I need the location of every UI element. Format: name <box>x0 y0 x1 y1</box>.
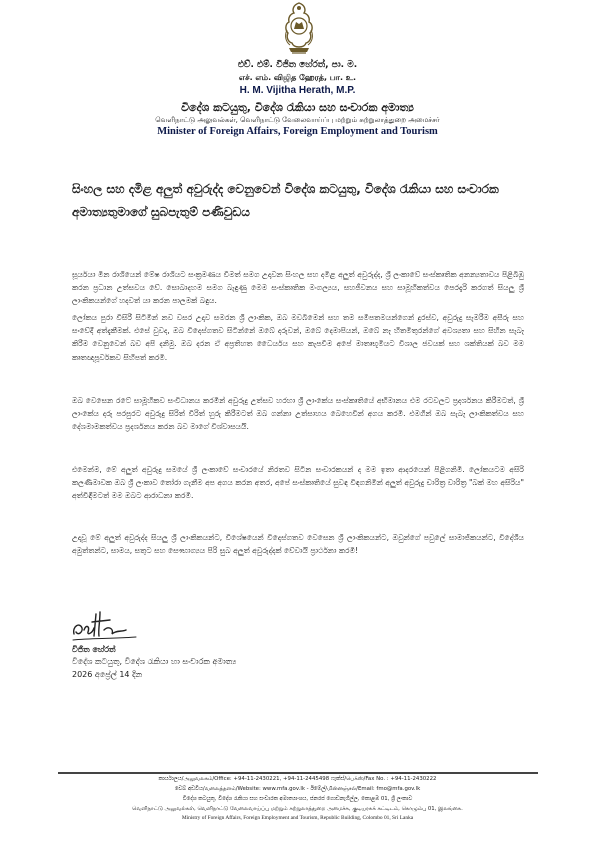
sri-lanka-emblem-icon <box>282 2 316 58</box>
minister-name-tamil: எச். எம். விஜித ஹேரத், பா. உ. <box>238 73 357 82</box>
letter-title: සිංහල සහ දමිළ අලුත් අවුරුද්ද වෙනුවෙන් විදේශ කටයුතු, විදේශ රැකියා සහ සංචාරක අමාත්‍යතුමාගේ සුබපැතුම් පණිවුඩය <box>72 182 499 219</box>
letter-paragraph: සූර්යයා මීන රාශියෙන් මේෂ රාශියට සංක්‍රමණය වීමත් සමග උදාවන සිංහල සහ දමිළ අලුත් අවුරුද්ද, ශ්‍රී ලංකාවේ සංස්කෘතික අනන්‍යතාවය පිළිබිඹු කරන ප්‍රධාන උත්සවය වේ. සොබාදහම සමග බැඳුණු මෙම සංස්කෘතික මංගල්‍යය, සහජීවනය සහ සාමූහිකත්වය පෙරදැරි කරගත් සියලු ශ්‍රී ලාංකිකයන්ගේ හදවත් යා කරන පාලමක් බඳුය. <box>72 270 524 306</box>
footer-contact-web: වෙබ් අඩවිය/வலைத்தளம்/Website: www.mfa.gov.lk - ඊමේල්/மின்னஞ்சல்/Email: fmo@mfa.gov.lk <box>174 786 421 792</box>
footer-divider <box>58 772 538 774</box>
letter-date: 2026 අප්‍රේල් 14 දින <box>72 670 143 679</box>
minister-title-english: Minister of Foreign Affairs, Foreign Employment and Tourism <box>157 126 438 137</box>
signatory-title: විදේශ කටයුතු, විදේශ රැකියා හා සංචාරක අමාත්‍ය <box>72 657 237 666</box>
letter-paragraph: එමෙන්ම, මේ අලුත් අවුරුදු සමයේ ශ්‍රී ලංකාවේ සංචාරයේ නිරතව සිටින සංචාරකයන් ද මම ඉතා ආදරයෙන් පිළිගනිමි. ලෝකයටම අසිරි කලණිමාවක ඔබ ශ්‍රී ලංකාව තෝරා ගැනීම අප අගය කරන අතර, අපේ සංස්කෘතියේ සුවඳ විඳගනිමින් අලුත් අවුරුදු චාරිත්‍ර වාරිත්‍ර "බක් මහ අසිරිය" අත්විඳීමටත් මම ඔබට ආරාධනා කරමි. <box>72 465 524 501</box>
handwritten-signature <box>70 604 140 644</box>
footer-contact-phone: කාර්යාලය/அலுவலகம்/Office: +94-11-2430221, +94-11-2445498 ෆැක්ස්/பெக்ஸ்/Fax No. : +94-11-2430222 <box>158 776 437 782</box>
minister-name-sinhala: එච්. එම්. විජිත හේරත්, පා. ම. <box>237 60 358 70</box>
minister-title-sinhala: විදේශ කටයුතු, විදේශ රැකියා සහ සංචාරක අමාත්‍ය <box>181 101 414 114</box>
letter-paragraph: උදාවූ මේ අලුත් අවුරුද්ද සියලු ශ්‍රී ලාංකිකයන්ට, විශේෂයෙන් විදෙස්ගතව වෙසෙන ශ්‍රී ලාංකිකයන්ට, ඔවුන්ගේ පවුලේ සාමාජිකයන්ට, විදේශීය අමුත්තන්ට, සාමය, සතුට සහ සෞභාග්‍යය පිරි සුබ අලුත් අවුරුද්දක් වේවායි ප්‍රාර්ථනා කරමි! <box>72 533 524 556</box>
signatory-name: විජිත හේරත් <box>72 645 116 654</box>
letter-paragraph: ඔබ වෙසෙන රටේ සාමූහිකව සංවිධානය කරමින් අවුරුදු උත්සව හරහා ශ්‍රී ලාංකේය සංස්කෘතියේ අභිමානය එම රටවලට ප්‍රදර්ශනය කිරීමටත්, ශ්‍රී ලාංකේය දරු පරපුරට අවුරුදු සිරිත් විරිත් හුරු කිරීමටත් ඔබ ගන්නා උත්සාහය බෙහෙවින් අගය කරමි. එමගින් ඔබ සැබෑ ලාංකිකත්වය සහ දේශමාමකත්වය ප්‍රදර්ශනය කරන බව මාගේ විශ්වාසයයි. <box>72 396 524 432</box>
footer-address-tamil: வெளிநாட்டு அலுவல்கள், வெளிநாட்டு வேலைவாய்ப்பு மற்றும் சுற்றுலாத்துறை அமைச்சு, குடியரசுக் கட்டிடம், கொழும்பு 01, இலங்கை. <box>132 806 463 812</box>
minister-name-english: H. M. Vijitha Herath, M.P. <box>239 85 356 96</box>
letter-paragraph: ලෝකය පුරා විසිරී සිටිමින් නව වසර උදාව සමරන ශ්‍රී ලාංකික, ඔබ මවබිමෙන් සහ තම සමීපතමයන්ගෙන් දුරස්ව, අවුරුදු සැමරීම අසීරු සහ සංවේදී අත්දැකීමක්. එසේ වුවද, ඔබ විදෙස්ගතව සිටින්නේ ඔබේ දරුවන්, ඔබේ දෙමාපියන්, ඔබේ නෑ හිතමිතුරන්ගේ අවශ්‍යතා සහ සිහින සැබෑ කිරීම වෙනුවෙන් බව අපි දනිමු. ඔබ දරන ඒ අප්‍රතිහත ධෛර්යය සහ කැපවීම අපේ මාතෘභූමියට විශාල ජවයක් සහ ශක්තියක් බව මම කෘතඥපූර්වකව සිහිපත් කරමි. <box>72 313 524 362</box>
minister-title-tamil: வெளிநாட்டு அலுவல்கள், வெளிநாட்டு வேலைவாய்ப்பு மற்றும் சுற்றுலாத்துறை அமைச்சர் <box>155 116 440 124</box>
footer-address-sinhala: විදේශ කටයුතු, විදේශ රැකියා සහ සංචාරක අමාත්‍යාංශය, ජනරජ ගොඩනැගිල්ල, කොළඹ 01, ශ්‍රී ලංකාව <box>182 796 413 802</box>
footer-address-english: Ministry of Foreign Affairs, Foreign Employment and Tourism, Republic Building, Colombo 01, Sri Lanka <box>181 815 414 821</box>
